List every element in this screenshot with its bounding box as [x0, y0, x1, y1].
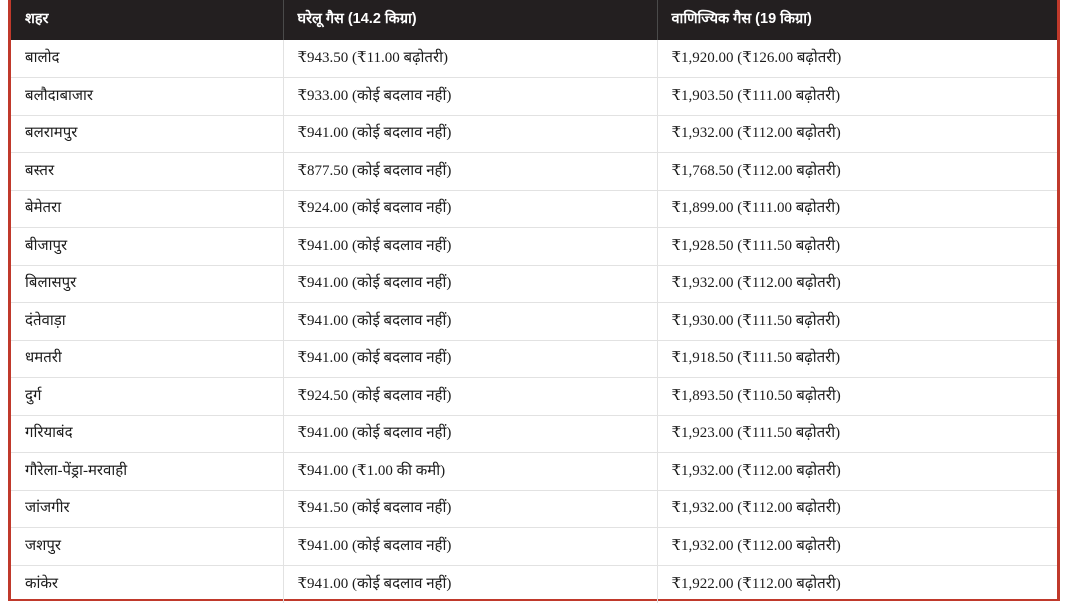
cell-domestic-price: ₹924.50 (कोई बदलाव नहीं) — [283, 378, 657, 416]
cell-city: कांकेर — [11, 565, 283, 603]
table-row — [11, 340, 1057, 378]
cell-domestic-price: ₹941.00 (कोई बदलाव नहीं) — [283, 565, 657, 603]
column-header-domestic-gas: घरेलू गैस (14.2 किग्रा) — [283, 0, 657, 40]
cell-city: जांजगीर — [11, 490, 283, 528]
table-row — [11, 40, 1057, 78]
table-row — [11, 415, 1057, 453]
cell-domestic-price: ₹941.00 (कोई बदलाव नहीं) — [283, 528, 657, 566]
cell-city: बीजापुर — [11, 228, 283, 266]
cell-domestic-price: ₹877.50 (कोई बदलाव नहीं) — [283, 153, 657, 191]
cell-domestic-price: ₹941.00 (कोई बदलाव नहीं) — [283, 415, 657, 453]
table-row — [11, 528, 1057, 566]
column-header-city: शहर — [11, 0, 283, 40]
cell-commercial-price: ₹1,930.00 (₹111.50 बढ़ोतरी) — [657, 303, 1057, 341]
cell-domestic-price: ₹941.00 (कोई बदलाव नहीं) — [283, 265, 657, 303]
table-body — [11, 40, 1057, 603]
table-row — [11, 78, 1057, 116]
cell-commercial-price: ₹1,932.00 (₹112.00 बढ़ोतरी) — [657, 453, 1057, 491]
cell-commercial-price: ₹1,932.00 (₹112.00 बढ़ोतरी) — [657, 115, 1057, 153]
cell-city: जशपुर — [11, 528, 283, 566]
cell-commercial-price: ₹1,768.50 (₹112.00 बढ़ोतरी) — [657, 153, 1057, 191]
cell-domestic-price: ₹941.00 (कोई बदलाव नहीं) — [283, 340, 657, 378]
cell-commercial-price: ₹1,932.00 (₹112.00 बढ़ोतरी) — [657, 265, 1057, 303]
cell-commercial-price: ₹1,918.50 (₹111.50 बढ़ोतरी) — [657, 340, 1057, 378]
column-header-commercial-gas: वाणिज्यिक गैस (19 किग्रा) — [657, 0, 1057, 40]
cell-city: बस्तर — [11, 153, 283, 191]
table-row — [11, 265, 1057, 303]
cell-domestic-price: ₹943.50 (₹11.00 बढ़ोतरी) — [283, 40, 657, 78]
lpg-price-table — [11, 0, 1057, 603]
cell-commercial-price: ₹1,922.00 (₹112.00 बढ़ोतरी) — [671, 575, 841, 592]
lpg-price-table-frame — [8, 0, 1060, 601]
table-row — [11, 490, 1057, 528]
cell-commercial-price: ₹1,932.00 (₹112.00 बढ़ोतरी) — [657, 528, 1057, 566]
table-header-row — [11, 0, 1057, 40]
cell-commercial-price: ₹1,920.00 (₹126.00 बढ़ोतरी) — [657, 40, 1057, 78]
cell-commercial-price: ₹1,903.50 (₹111.00 बढ़ोतरी) — [657, 78, 1057, 116]
cell-domestic-price: ₹933.00 (कोई बदलाव नहीं) — [283, 78, 657, 116]
cell-domestic-price: ₹941.50 (कोई बदलाव नहीं) — [283, 490, 657, 528]
cell-commercial-price: ₹1,923.00 (₹111.50 बढ़ोतरी) — [657, 415, 1057, 453]
table-row — [11, 378, 1057, 416]
cell-commercial-price: ₹1,932.00 (₹112.00 बढ़ोतरी) — [657, 490, 1057, 528]
table-header — [11, 0, 1057, 40]
cell-domestic-price: ₹941.00 (₹1.00 की कमी) — [283, 453, 657, 491]
cell-commercial-price: ₹1,893.50 (₹110.50 बढ़ोतरी) — [657, 378, 1057, 416]
table-row — [11, 453, 1057, 491]
cell-domestic-price: ₹941.00 (कोई बदलाव नहीं) — [283, 228, 657, 266]
table-row — [11, 115, 1057, 153]
cell-commercial-price: ₹1,899.00 (₹111.00 बढ़ोतरी) — [657, 190, 1057, 228]
table-row — [11, 303, 1057, 341]
table-row — [11, 228, 1057, 266]
table-row — [11, 153, 1057, 191]
cell-domestic-price: ₹924.00 (कोई बदलाव नहीं) — [283, 190, 657, 228]
cell-city: दुर्ग — [11, 378, 283, 416]
table-row — [11, 190, 1057, 228]
cell-commercial-price: ₹1,928.50 (₹111.50 बढ़ोतरी) — [657, 228, 1057, 266]
cell-domestic-price: ₹941.00 (कोई बदलाव नहीं) — [283, 303, 657, 341]
cell-city: धमतरी — [11, 340, 283, 378]
cell-city: बेमेतरा — [11, 190, 283, 228]
cell-city: गौरेला-पेंड्रा-मरवाही — [11, 453, 283, 491]
table-row — [11, 565, 1057, 603]
cell-city: दंतेवाड़ा — [11, 303, 283, 341]
cell-city: बलरामपुर — [11, 115, 283, 153]
cell-domestic-price: ₹941.00 (कोई बदलाव नहीं) — [283, 115, 657, 153]
cell-city: बिलासपुर — [11, 265, 283, 303]
cell-city: गरियाबंद — [11, 415, 283, 453]
cell-city: बालोद — [11, 40, 283, 78]
cell-city: बलौदाबाजार — [11, 78, 283, 116]
